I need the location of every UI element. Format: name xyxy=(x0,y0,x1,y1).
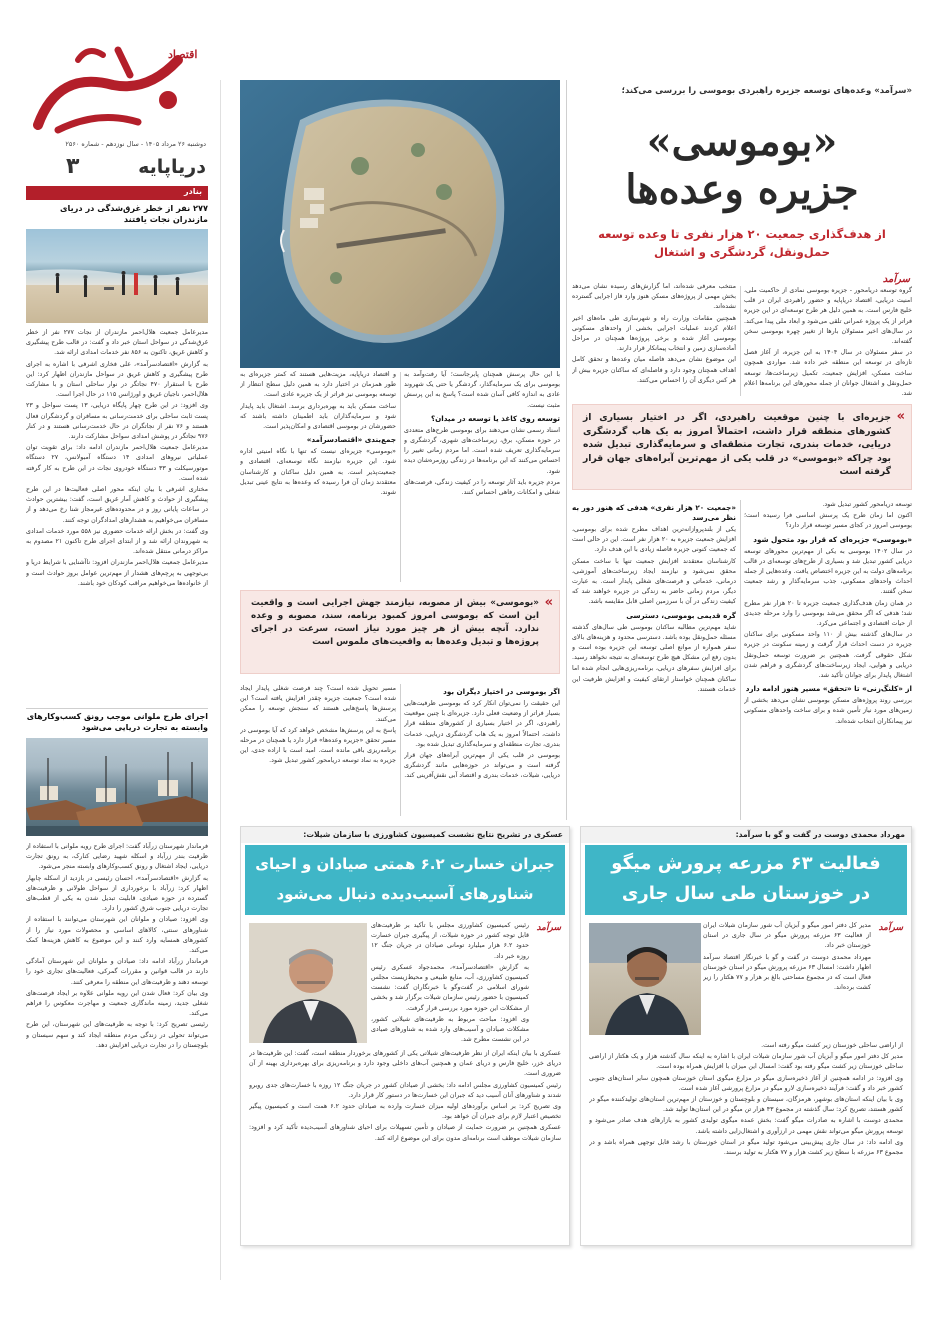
bottom-right-kicker: مهرداد محمدی دوست در گفت و گو با سرآمد: xyxy=(735,830,905,839)
paragraph: در همان زمان هدف‌گذاری جمعیت جزیره تا ۲۰ هزار نفر مطرح شد؛ هدفی که اگر محقق می‌شد بوموسی را وارد مرحله جدیدی از حیات اقتصادی و اجتماعی می‌کرد. xyxy=(744,599,912,628)
pull-quote-2 xyxy=(240,590,560,674)
paragraph: با این حال پرسش همچنان پابرجاست؛ آیا رفت‌وآمد به بوموسی برای یک سرمایه‌گذار، گردشگر یا حتی یک شهروند عادی به اندازه کافی آسان شده است؟ پاسخ به این پرسش مثبت نیست. xyxy=(404,371,560,409)
paragraph: مدیرعامل جمعیت هلال‌احمر مازندران افزود: ناآشنایی با شرایط دریا و بی‌توجهی به پرچم‌های هشدار از مهم‌ترین عوامل بروز حوادث است و از خانواده‌ها می‌خواهیم مراقب کودکان خود باشند. xyxy=(26,559,208,587)
bottom-right-headline-line1: فعالیت ۶۳ مزرعه پرورش میگو xyxy=(611,853,881,874)
paragraph: وی با بیان اینکه استان‌های بوشهر، هرمزگان، سیستان و بلوچستان و خوزستان از مهم‌ترین استان‌های تولیدکننده میگو در کشور هستند، تصریح کرد: سال گذشته در مجموع ۴۳ هزار تن میگو در این استان‌ها تولید شد. xyxy=(589,1096,903,1114)
bottom-left-box xyxy=(240,826,570,1246)
paragraph: رئیس کمیسیون کشاورزی مجلس با تأکید بر ظرفیت‌های قابل توجه کشور در حوزه شیلات، از پیگیری جبران خسارت حدود ۶.۲ هزار میلیارد تومانی صیادان در جریان جنگ ۱۲ روزه خبر داد. xyxy=(371,922,529,960)
paragraph: وی ادامه داد: در سال جاری پیش‌بینی می‌شود تولید میگو در استان خوزستان با رشد قابل توجهی همراه باشد و در مجموع ۶۳ مزرعه با سطح زیر کشت هزار و ۷۷ هکتار به تولید برسند. xyxy=(589,1138,903,1157)
main-col-c-subhead-1: «بوموسی» جزیره‌ای که قرار بود متحول شود xyxy=(753,534,912,544)
pull-quote-2-text: «بوموسی» بیش از مصوبه، نیازمند جهش اجرایی است و واقعیت این است که بوموسی امروز کمبود برنامه، سند، مصوبه و وعده ندارد. آنچه بیش از هر چیز مورد نیاز است، سرعت در اجرای پروژه‌ها و تبدیل وعده‌ها به واقعیت‌های ملموس است xyxy=(251,598,539,647)
paragraph: مسیر تحویل شده است؟ چند فرصت شغلی پایدار ایجاد شده است؟ جمعیت جزیره چقدر افزایش یافته است؟ این پرسش‌ها پاسخ‌هایی هستند که سنجش توسعه را ممکن می‌کنند. xyxy=(240,685,396,723)
person-icon xyxy=(249,923,367,1043)
sidebar-story1-body xyxy=(26,328,208,703)
bottom-right-col1 xyxy=(703,921,903,1047)
paragraph: رئیس کمیسیون کشاورزی مجلس ادامه داد: بخشی از صیادان کشور در جریان جنگ ۱۲ روزه با خسارت‌های جدی روبرو شدند و شناورهای آنان آسیب دید که جبران این خسارت‌ها در دستور کار قرار دارد. xyxy=(249,1081,561,1099)
main-col-c-subhead-2: از «کلنگ‌زنی» تا «تحقق» مسیر هنوز ادامه دارد xyxy=(745,684,912,694)
bottom-right-kicker-bar xyxy=(581,827,911,843)
paragraph: فرماندار شهرستان زرآباد گفت: اجرای طرح رویه ملوانی با استفاده از ظرفیت بندر زرآباد و اسکله شهید رضایی کنارک، به رونق تجارت دریایی، ایجاد اشتغال و رونق کسب‌وکارهای وابسته منجر می‌شود. xyxy=(26,843,208,871)
portrait-right xyxy=(589,923,701,1035)
bottom-left-byline: سرآمد xyxy=(536,923,561,933)
paragraph: وی افزود: در ادامه همچنین از آغاز ذخیره‌سازی میگو در مزارع میگوی استان خوزستان همچون سایر استان‌های جنوبی کشور خبر داد و گفت: فرآیند ذخیره‌سازی لارو میگو در مزارع پرورشی آغاز شده است. xyxy=(589,1074,903,1092)
bottom-left-headline-box xyxy=(245,845,565,915)
main-col-d xyxy=(572,500,736,840)
masthead xyxy=(18,30,208,150)
paragraph: مدیرعامل جمعیت هلال‌احمر مازندران ادامه داد: برای تقویت توان عملیاتی نیروهای امدادی ۱۴ دستگاه آمبولانس، ۲۷ دستگاه موتورسیکلت و ۳۳ دستگاه خودروی نجات در این طرح به کار گرفته شده است. xyxy=(26,444,208,482)
bottom-left-headline-line1: جبران خسارت ۶.۲ همتی صیادان و احیای xyxy=(255,855,555,873)
paragraph: وی بیان کرد: فعال شدن این رویه ملوانی علاوه بر ایجاد فرصت‌های شغلی جدید، زمینه ماندگاری جمعیت و مهاجرت معکوس را فراهم می‌کند. xyxy=(26,989,208,1018)
paragraph: به گزارش «اقتصادسرآمد»، محمدجواد عسکری رئیس کمیسیون کشاورزی، آب، منابع طبیعی و محیط‌زیست مجلس شورای اسلامی در گفت‌وگو با خبرنگاران گفت: نشست کمیسیون با حضور رئیس سازمان شیلات برگزار شد و بخشی از مشکلات این حوزه مورد بررسی قرار گرفت. xyxy=(371,963,529,1012)
paragraph: برای افزایش سفرهای دریایی، برنامه‌ریزی‌هایی انجام شده اما ساکنان همچنان خواستار ارتقای کیفیت و افزایش ظرفیت این خدمات هستند. xyxy=(572,665,736,693)
paragraph: از اراضی ساحلی خوزستان زیر کشت میگو رفته است. xyxy=(761,1042,903,1049)
bottom-left-col1 xyxy=(371,921,561,1051)
main-col-d-subhead-1: «جمعیت ۲۰ هزار نفری» هدفی که هنوز دور به نظر می‌رسد xyxy=(572,503,736,522)
paragraph: اکنون اما زمان طرح یک پرسش اساسی فرا رسیده است؛ بوموسی امروز در کجای مسیر توسعه قرار دارد؟ xyxy=(744,512,912,530)
main-headline-line1: «بوموسی» xyxy=(646,118,838,165)
sidebar-divider xyxy=(26,708,208,709)
paragraph: مدیر کل دفتر امور میگو و آبزیان آب شور سازمان شیلات ایران با اشاره به اینکه سال گذشته هزار و یک هکتار از اراضی ساحلی خوزستان زیر کشت میگو رفته بود گفت: امسال این میزان با افزایش همراه بوده است. xyxy=(589,1053,903,1071)
sidebar-story2-body xyxy=(26,842,208,1254)
dateline: دوشنبه ۲۶ مرداد ۱۴۰۵ - سال نوزدهم - شماره ۲۵۶۰ xyxy=(65,140,206,148)
paragraph: و اقتصاد دریاپایه، مزیت‌هایی هستند که کمتر جزیره‌ای به طور همزمان در اختیار دارد به همین دلیل سطح انتظار از توسعه بوموسی نیز فراتر از یک جزیره عادی است. xyxy=(240,371,396,399)
bottom-right-col2 xyxy=(589,1041,903,1241)
bottom-right-box xyxy=(580,826,912,1246)
main-col-f xyxy=(240,370,396,582)
main-col-e-subhead: توسعه روی کاغذ یا توسعه در میدان؟ xyxy=(430,413,560,423)
main-col-b xyxy=(572,282,736,398)
main-col-c xyxy=(744,500,912,840)
main-col-e-top xyxy=(404,370,560,582)
column-rule xyxy=(740,286,741,396)
paragraph: منتخب معرفی شده‌اند، اما گزارش‌های رسیده نشان می‌دهد بخش مهمی از پروژه‌های مسکن هنوز وارد فاز اجرایی گسترده نشده‌اند. xyxy=(572,283,736,311)
harbor-illustration xyxy=(26,738,208,836)
paragraph: عسکری با بیان اینکه ایران از نظر ظرفیت‌های شیلاتی یکی از کشورهای برخوردار منطقه است، گفت: این ظرفیت‌ها در دریای خزر، خلیج فارس و دریای عمان و همچنین آب‌های داخلی وجود دارد و برنامه‌ریزی برای بهره‌برداری بهینه از آن ضروری است. xyxy=(249,1050,561,1078)
main-col-e-subhead-2: اگر بوموسی در اختیار دیگران بود xyxy=(443,687,560,696)
paragraph: گروه توسعه دریامحور - جزیره بوموسی نمادی از حاکمیت ملی، امنیت دریایی، اقتصاد دریاپایه و حضور راهبردی ایران در قلب خلیج فارس است. به همین دلیل هر طرح توسعه‌ای در این جزیره فراتر از یک پروژه عمرانی تلقی می‌شود و ابعاد ملی پیدا می‌کند. در سال‌های اخیر مسئولان بارها از تغییر چهره بوموسی سخن گفته‌اند. xyxy=(744,287,912,346)
paragraph: «بوموسی» جزیره‌ای نیست که تنها با نگاه امنیتی اداره شود. این جزیره نیازمند نگاه توسعه‌ای، اقتصادی و جمعیت‌پذیر است. به همین دلیل ساکنان و کارشناسان معتقدند زمان آن فرا رسیده که وعده‌ها به نتایج عینی تبدیل شوند. xyxy=(240,448,396,497)
paragraph: یکی از بلندپروازانه‌ترین اهداف مطرح شده برای بوموسی، افزایش جمعیت جزیره به ۲۰ هزار نفر است. این در حالی است که جمعیت کنونی جزیره فاصله زیادی با این هدف دارد. xyxy=(572,526,736,554)
paragraph: مدیر کل دفتر امور میگو و آبزیان آب شور سازمان شیلات ایران از فعالیت ۶۳ مزرعه پرورش میگو در سال جاری در استان خوزستان خبر داد. xyxy=(703,922,871,950)
paragraph: مهرداد محمدی دوست در گفت و گو با خبرنگار اقتصاد سرآمد اظهار داشت: امسال ۶۳ مزرعه پرورش میگو در استان خوزستان فعال است که در مجموع مساحتی بالغ بر هزار و ۷۷ هکتار را زیر کشت برده‌اند. xyxy=(703,953,871,992)
paragraph: بوموسی در قلب یکی از مهم‌ترین آبراه‌های جهان قرار گرفته است و می‌تواند در حوزه‌هایی مانند گردشگری دریایی، شیلات، خدمات بندری و اقتصاد آبی نقش‌آفرینی کند. xyxy=(404,752,560,780)
quote-mark-icon: » xyxy=(544,595,553,610)
sidebar-story2-headline: اجرای طرح ملوانی موجب رونق کسب‌وکارهای وابسته به تجارت دریایی می‌شود xyxy=(26,712,208,732)
harbor-photo xyxy=(26,738,208,836)
sidebar-story1-headline: ۲۷۷ نفر از خطر غرق‌شدگی در دریای مازندران نجات یافتند xyxy=(60,203,208,224)
bottom-left-col2 xyxy=(249,1049,561,1241)
paragraph: مختاری اشرفی با بیان اینکه محور اصلی فعالیت‌ها در این طرح پیشگیری از حوادث و کاهش آمار غریق است، گفت: بیشترین حوادث در ساعات پایانی روز و در محدوده‌های غیرمجاز شنا رخ می‌دهد و از مسافران می‌خواهیم به هشدارهای امدادگران توجه کنند. xyxy=(26,486,208,524)
main-col-a xyxy=(744,286,912,398)
paragraph: ساخت مسکن باید به بهره‌برداری برسد. اشتغال باید پایدار شود و سرمایه‌گذاران باید اطمینان داشته باشند که حضورشان در بوموسی اقتصادی و امکان‌پذیر است. xyxy=(240,402,396,431)
main-subhead-line2: حمل‌ونقل، گردشگری و اشتغال xyxy=(654,245,830,259)
page-section: دریاپایه xyxy=(138,156,206,178)
paragraph: مدیرعامل جمعیت هلال‌احمر مازندران از نجات ۲۷۷ نفر از خطر غرق‌شدگی در سواحل استان خبر داد و گفت: در قالب طرح پیشگیری و کاهش غریق، تاکنون به ۸۵۶ نفر خدمات امدادی ارائه شد. xyxy=(26,329,208,357)
logo-text xyxy=(80,70,83,71)
quote-mark-icon: » xyxy=(896,409,905,424)
column-rule xyxy=(400,372,401,582)
paragraph: پاسخ به این پرسش‌ها مشخص خواهد کرد که آیا بوموسی در مسیر تحقق «جزیره وعده‌ها» قرار دارد یا همچنان در مرحله برنامه‌ریزی باقی مانده است. امید است با اراده جدی، این جزیره به نماد توسعه دریامحور کشور تبدیل شود. xyxy=(240,726,396,765)
bottom-right-byline: سرآمد xyxy=(878,923,903,933)
satellite-image xyxy=(240,80,560,368)
paragraph: وی افزود: صیادان و ملوانان این شهرستان می‌توانند با استفاده از شناورهای سنتی، کالاهای اساسی و محصولات مورد نیاز را از کشورهای همسایه وارد کنند و این موضوع به کاهش هزینه‌ها کمک می‌کند. xyxy=(26,916,208,955)
paragraph: این موضوع نشان می‌دهد فاصله میان وعده‌ها و تحقق کامل اهداف همچنان وجود دارد و فاصله‌ای که ساکنان جزیره بیش از هر کس دیگری آن را احساس می‌کنند. xyxy=(572,356,736,384)
paragraph: وی افزود: در این طرح چهار پایگاه دریایی، ۱۳ پست سواحل و ۲۳ پست ثابت ساحلی برای خدمت‌رسانی به مسافران و گردشگران فعال هستند و ۷۶ نفر از نجاتگران در حال خدمت‌رسانی هستند و در کنار ۹۷۶ نجاتگر در پوشش امدادی سواحل مشارکت دارند. xyxy=(26,402,208,441)
sidebar-tag-bar xyxy=(26,186,208,200)
island-map xyxy=(240,80,560,368)
column-rule xyxy=(740,500,741,820)
paragraph: همچنین مقامات وزارت راه و شهرسازی طی ماه‌های اخیر اعلام کردند عملیات اجرایی بخشی از واحدهای مسکونی بوموسی آغاز شده و برخی پروژه‌ها همچنان در مراحل آماده‌سازی زمین و انتخاب پیمانکار قرار دارند. xyxy=(572,314,736,353)
paragraph: توسعه دریامحور کشور تبدیل شود. xyxy=(822,501,912,508)
paragraph: در سال ۱۴۰۲ بوموسی به یکی از مهم‌ترین محورهای توسعه دریایی کشور تبدیل شد و بسیاری از طرح‌های توسعه‌ای در قالب برنامه‌های دولت به این جزیره اختصاص یافت. وعده‌هایی از جمله احداث واحدهای مسکونی، جذب سرمایه‌گذار و رشد جمعیت سخن گفتند. xyxy=(744,547,912,596)
paragraph: وی گفت: در بخش ارائه خدمات حضوری نیز ۵۵۸ مورد خدمات امدادی به شهروندان ارائه شد و از ابتدای اجرای طرح تاکنون ۲۱ مصدوم به مراکز درمانی منتقل شده‌اند. xyxy=(26,527,208,556)
person-icon xyxy=(589,923,701,1035)
bottom-right-headline-line2: در خوزستان طی سال جاری xyxy=(621,883,871,904)
paragraph: عسکری همچنین بر ضرورت حمایت از صیادان و تأمین تسهیلات برای احیای شناورهای آسیب‌دیده تأکید کرد و افزود: سازمان شیلات موظف است برنامه‌ای مدون برای این موضوع ارائه کند. xyxy=(249,1124,561,1142)
paragraph: وی افزود: مباحث مربوط به ظرفیت‌های شیلاتی کشور، مشکلات صیادان و آسیب‌های وارد شده به شناورهای صیادی در این نشست مطرح شد. xyxy=(371,1015,529,1044)
main-col-g xyxy=(240,684,396,818)
paragraph: به گزارش «اقتصادسرآمد»، احسان رئیسی در بازدید از اسکله چابهار اظهار کرد: زرآباد با برخورداری از سواحل طولانی و ظرفیت‌های گسترده در حوزه صیادی، قابلیت تبدیل شدن به یکی از قطب‌های تجارت دریایی جنوب شرق کشور را دارد. xyxy=(26,874,208,913)
bottom-left-headline-line2: شناورهای آسیب‌دیده دنبال می‌شود xyxy=(276,885,534,903)
paragraph: فرماندار زرآباد ادامه داد: صیادان و ملوانان این شهرستان آمادگی دارند در قالب قوانین و مقررات گمرکی، فعالیت‌های تجاری خود را توسعه دهند و ظرفیت‌های این منطقه را معرفی کنند. xyxy=(26,958,208,986)
pull-quote-1 xyxy=(572,404,912,490)
bottom-right-headline-box xyxy=(585,845,907,915)
logo-subtitle: اقتصاد xyxy=(168,48,198,61)
sidebar-separator xyxy=(220,80,221,1280)
paragraph: در سال‌های گذشته بیش از ۱۱۰ واحد مسکونی برای ساکنان جزیره در دست احداث قرار گرفت و زمینه سکونت در جزیره شکل حقوقی گرفت. همچنین بر ضرورت توسعه حمل‌ونقل دریایی و هوایی، ایجاد زیرساخت‌های گردشگری و فراهم شدن اشتغال پایدار برای جوانان تأکید شد. xyxy=(744,631,912,680)
paragraph: این حقیقت را نمی‌توان انکار کرد که بوموسی ظرفیت‌هایی بسیار فراتر از وضعیت فعلی دارد. جزیره‌ای با چنین موقعیت راهبردی، اگر در اختیار بسیاری از کشورهای منطقه قرار داشت، احتمالاً امروز به یک هاب گردشگری دریایی، خدمات بندری، تجارت منطقه‌ای و سرمایه‌گذاری تبدیل شده بود. xyxy=(404,700,560,748)
paragraph: کارشناسان معتقدند افزایش جمعیت تنها با ساخت مسکن محقق نمی‌شود و نیازمند ایجاد زیرساخت‌های آموزشی، درمانی، خدماتی و فرصت‌های شغلی پایدار است. به عبارت دیگر، مردم زمانی حاضر به زندگی در جزیره خواهند شد که کیفیت زندگی در آن با سرزمین اصلی قابل مقایسه باشد. xyxy=(572,557,736,606)
main-col-e xyxy=(404,684,560,818)
paragraph: بررسی روند پروژه‌های مسکن بوموسی نشان می‌دهد بخشی از زمین‌های مورد نیاز تأمین شده و برای ساخت واحدهای مسکونی نیز پیمانکاران انتخاب شده‌اند. xyxy=(744,697,912,725)
paragraph: محمدی دوست با اشاره به صادرات میگو گفت: بخش عمده میگوی تولیدی کشور به بازارهای هدف صادر می‌شود و توسعه پرورش میگو می‌تواند نقش مهمی در ارزآوری و اشتغال‌زایی داشته باشد. xyxy=(589,1117,903,1135)
paragraph: شاید مهم‌ترین مطالبه ساکنان بوموسی طی سال‌های گذشته مسئله حمل‌ونقل بوده باشد. دسترسی محدود و هزینه‌های بالای سفر همواره از موانع اصلی توسعه این جزیره بوده است و بدون رفع این مشکل هیچ طرح توسعه‌ای به نتیجه نخواهد رسید. xyxy=(572,623,736,662)
main-col-d-subhead-2: گره قدیمی بوموسی، دسترسی xyxy=(626,610,736,620)
paragraph: به گزارش «اقتصادسرآمد»، علی فخاری اشرفی با اشاره به اجرای طرح پیشگیری و کاهش غریق در سواحل مازندران اظهار کرد: این طرح با استقرار ۴۷۰ نجاتگر در نوار ساحلی استان و با مشارکت هلال‌احمر، ناجیان غریق و اورژانس ۱۱۵ در حال اجرا است. xyxy=(26,360,208,399)
page-header xyxy=(26,156,206,186)
main-col-f-subhead: جمع‌بندی «اقتصادسرآمد» xyxy=(306,435,396,445)
sidebar-tag: بنادر xyxy=(184,187,202,196)
bottom-left-kicker: عسکری در تشریح نتایج نشست کمیسیون کشاورزی با سازمان شیلات: xyxy=(303,830,563,839)
pull-quote-1-text: جزیره‌ای با چنین موقعیت راهبردی، اگر در اختیار بسیاری از کشورهای منطقه قرار داشت، احتمالاً امروز به یک هاب گردشگری دریایی، خدمات بندری، تجارت منطقه‌ای و سرمایه‌گذاری تبدیل شده بود چراکه «بوموسی» در قلب یکی از مهم‌ترین آبراه‌های جهان قرار گرفته است xyxy=(583,412,891,477)
page-number: ۳ xyxy=(66,154,80,179)
main-headline-line2: جزیره وعده‌ها xyxy=(625,166,859,213)
column-rule xyxy=(566,80,567,820)
paragraph: وی تصریح کرد: بر اساس برآوردهای اولیه میزان خسارت وارده به صیادان حدود ۶.۲ همت است و کمیسیون پیگیر تخصیص اعتبار لازم برای جبران آن خواهد بود. xyxy=(249,1103,561,1121)
main-subhead-line1: از هدف‌گذاری جمعیت ۲۰ هزار نفری تا وعده توسعه xyxy=(598,227,886,241)
main-byline: سرآمد xyxy=(882,274,910,285)
paragraph: مردم جزیره باید آثار توسعه را در کیفیت زندگی، فرصت‌های شغلی و امکانات رفاهی احساس کنند. xyxy=(404,478,560,497)
beach-illustration xyxy=(26,229,208,323)
column-rule xyxy=(400,684,401,816)
bottom-left-kicker-bar xyxy=(241,827,569,843)
paragraph: اسناد رسمی نشان می‌دهند برای بوموسی طرح‌های متعددی در حوزه مسکن، برق، زیرساخت‌های شهری، گردشگری و سرمایه‌گذاری تعریف شده است. اما مردم زمانی تغییر را احساس می‌کنند که این برنامه‌ها در زندگی روزمره‌شان دیده شود. xyxy=(404,426,560,475)
main-kicker: «سرآمد» وعده‌های توسعه جزیره راهبردی بوموسی را بررسی می‌کند؛ xyxy=(621,86,912,96)
paragraph: در سفر مسئولان در سال ۱۴۰۴ به این جزیره، از آغاز فصل تازه‌ای در توسعه این منطقه خبر داده شد. مواردی همچون ساخت مسکن، افزایش جمعیت، تکمیل زیرساخت‌ها، توسعه حمل‌ونقل و اشتغال جوانان از جمله محورهای این برنامه‌ها اعلام شد. xyxy=(744,349,912,398)
beach-photo xyxy=(26,229,208,323)
paragraph: رئیسی تصریح کرد: با توجه به ظرفیت‌های این شهرستان، این طرح می‌تواند تحولی در زندگی مردم منطقه ایجاد کند و سهم سیستان و بلوچستان را در تجارت دریایی افزایش دهد. xyxy=(26,1021,208,1049)
portrait-left xyxy=(249,923,367,1043)
